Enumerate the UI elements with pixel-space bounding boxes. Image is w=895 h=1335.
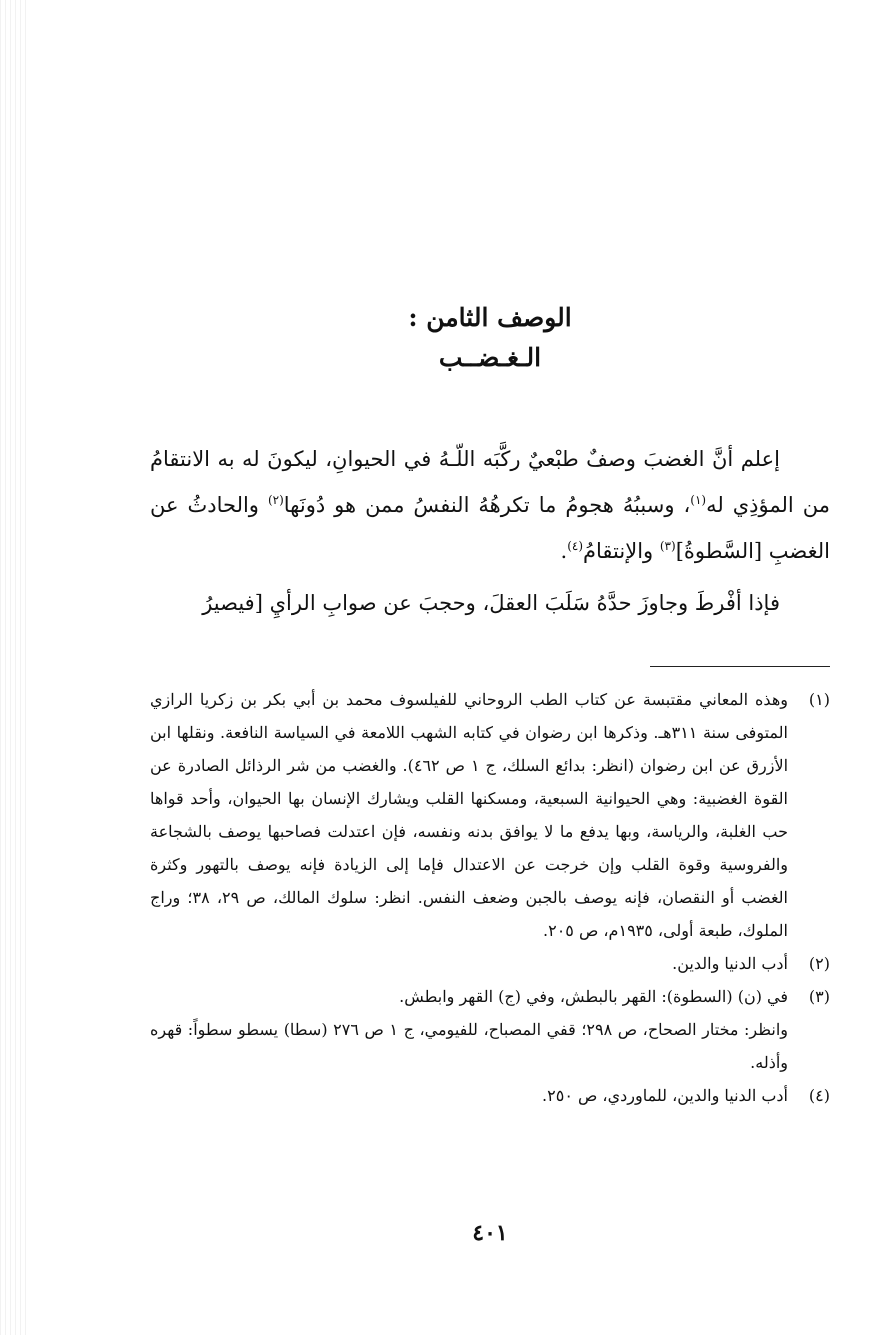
footnote-ref-1: (١) — [690, 493, 707, 507]
footnotes — [150, 683, 830, 1112]
paragraph-1-part-e: . — [560, 539, 568, 563]
paragraph-1 — [150, 436, 830, 574]
footnote-body — [150, 980, 788, 1079]
footnote-ref-2: (٢) — [267, 493, 284, 507]
scan-edge-artifact — [0, 0, 30, 1335]
section-subtitle: الـغـضــب — [438, 343, 542, 372]
main-text — [150, 436, 830, 626]
footnote-number: (١) — [808, 690, 830, 709]
paragraph-1-part-c: والحادثُ عن الغضبِ [السَّطوةُ] — [150, 493, 830, 563]
footnote-ref-3: (٣) — [659, 539, 676, 553]
footnote-number: (٣) — [808, 987, 830, 1006]
footnote-2 — [150, 947, 830, 980]
footnote-number: (٤) — [808, 1086, 830, 1105]
footnote-text: أدب الدنيا والدين. — [672, 954, 788, 973]
footnote-1 — [150, 683, 830, 947]
page-number: ٤٠١ — [472, 1220, 508, 1246]
paragraph-2: فإذا أفْرطَ وجاوزَ حدَّهُ سَلَبَ العقلَ، وحجبَ عن صوابِ الرأيِ [فيصيرُ — [202, 591, 780, 615]
paragraph-1-part-a: إعلم أنَّ الغضبَ وصفٌ طبْعيٌ ركَّبَه اللّـهُ في الحيوانِ، ليكونَ له به الانتقامُ من المؤذِي له — [150, 447, 830, 517]
footnote-3 — [150, 980, 830, 1079]
footnote-text: أدب الدنيا والدين، للماوردي، ص ٢٥٠. — [542, 1086, 788, 1105]
footnote-separator — [650, 666, 830, 667]
section-title: الوصف الثامن : — [408, 303, 572, 332]
footnote-text-continued: وانظر: مختار الصحاح، ص ٢٩٨؛ قفي المصباح، للفيومي، ج ١ ص ٢٧٦ (سطا) يسطو سطواً: قهره وأذله. — [150, 1020, 789, 1072]
footnote-number: (٢) — [808, 954, 830, 973]
footnote-text: وهذه المعاني مقتبسة عن كتاب الطب الروحاني للفيلسوف محمد بن أبي بكر بن زكريا الرازي المتوفى سنة ٣١١هـ. وذكرها ابن رضوان في كتابه الشهب اللامعة في السياسة النافعة. ونقلها ابن الأزرق عن ابن رضوان (انظر: بدائع السلك، ج ١ ص ٤٦٢). والغضب من شر الرذائل الصادرة عن القوة الغضبية: وهي الحيوانية السبعية، ومسكنها القلب ويشارك الإنسان بها الحيوان، وأحد قواها حب الغلبة، والرياسة، وبها يدفع ما لا يوافق بدنه ونفسه، فإن اعتدلت فصاحبها يوصف بالشجاعة والفروسية وقوة القلب وإن خرجت عن الاعتدال فإما إلى الزيادة فإنه يوصف بالتهور وكثرة الغضب أو النقصان، فإنه يوصف بالجبن وضعف النفس. انظر: سلوك المالك، ص ٢٩، ٣٨؛ وراج الملوك، طبعة أولى، ١٩٣٥م، ص ٢٠٥. — [150, 690, 789, 940]
paragraph-1-part-d: والإنتقامُ — [583, 539, 660, 563]
book-page — [150, 300, 830, 1260]
footnote-ref-4: (٤) — [567, 539, 584, 553]
footnote-4 — [150, 1079, 830, 1112]
footnote-text: في (ن) (السطوة): القهر بالبطش، وفي (ج) القهر وابطش. — [399, 987, 788, 1006]
paragraph-1-part-b: ، وسببُهُ هجومُ ما تكرهُهُ النفسُ ممن هو دُونَها — [283, 493, 691, 517]
